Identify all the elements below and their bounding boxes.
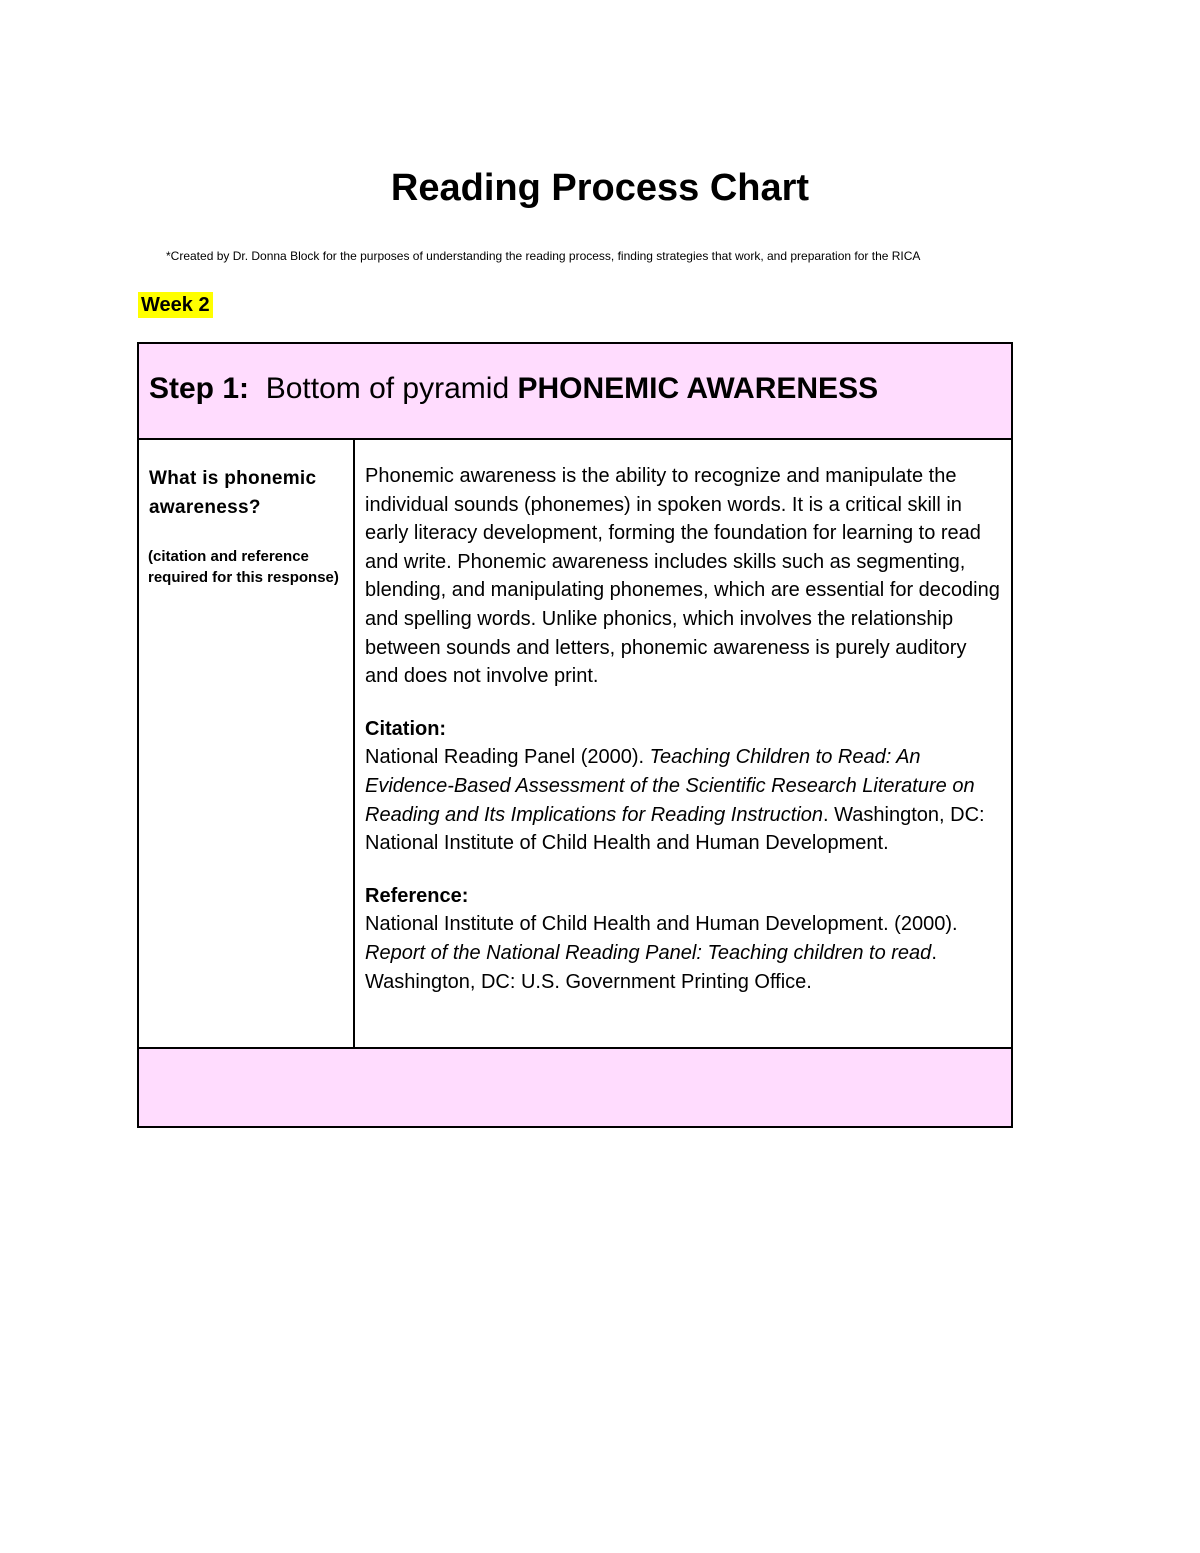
question-note: (citation and reference required for this response) [148, 548, 339, 586]
step-heading [149, 370, 878, 408]
reference-title: Report of the National Reading Panel: Teaching children to read [365, 941, 932, 964]
citation-text [365, 743, 1005, 857]
citation-heading: Citation: [365, 717, 447, 740]
answer-cell [355, 440, 1011, 1050]
page-title: Reading Process Chart [390, 167, 810, 209]
citation-tail: . Washington, DC: National Institute of Child Health and Human Development. [365, 803, 985, 855]
subtitle-note: *Created by Dr. Donna Block for the purposes of understanding the reading process, finding strategies that work, and preparation for the RICA [166, 249, 921, 263]
answer-content [365, 462, 1005, 996]
reference-tail: . Washington, DC: U.S. Government Printing Office. [365, 941, 937, 993]
table-footer-row [139, 1047, 1011, 1126]
reading-process-table [137, 342, 1013, 1128]
step-header-row [139, 344, 1011, 440]
reference-heading: Reference: [365, 884, 469, 907]
citation-lead: National Reading Panel (2000). [365, 746, 650, 769]
step-description: Bottom of pyramid [265, 372, 510, 405]
step-number-label: Step 1: [149, 372, 250, 405]
question-text: What is phonemic awareness? [149, 468, 317, 518]
citation-title: Teaching Children to Read: An Evidence-Based Assessment of the Scientific Research Literature on Reading and Its Implications for Reading Instruction [365, 746, 975, 826]
step-topic: PHONEMIC AWARENESS [517, 372, 879, 405]
answer-body: Phonemic awareness is the ability to recognize and manipulate the individual sounds (phonemes) in spoken words. It is a critical skill in early literacy development, forming the foundation for learning to read and write. Phonemic awareness includes skills such as segmenting, blending, and manipulating phonemes, which are essential for decoding and spelling words. Unlike phonics, which involves the relationship between sounds and letters, phonemic awareness is purely auditory and does not involve print. [365, 465, 1000, 688]
reference-lead: National Institute of Child Health and Human Development. (2000). [365, 913, 958, 936]
question-cell [139, 440, 355, 1050]
reference-text [365, 910, 1005, 996]
week-label: Week 2 [138, 292, 213, 318]
